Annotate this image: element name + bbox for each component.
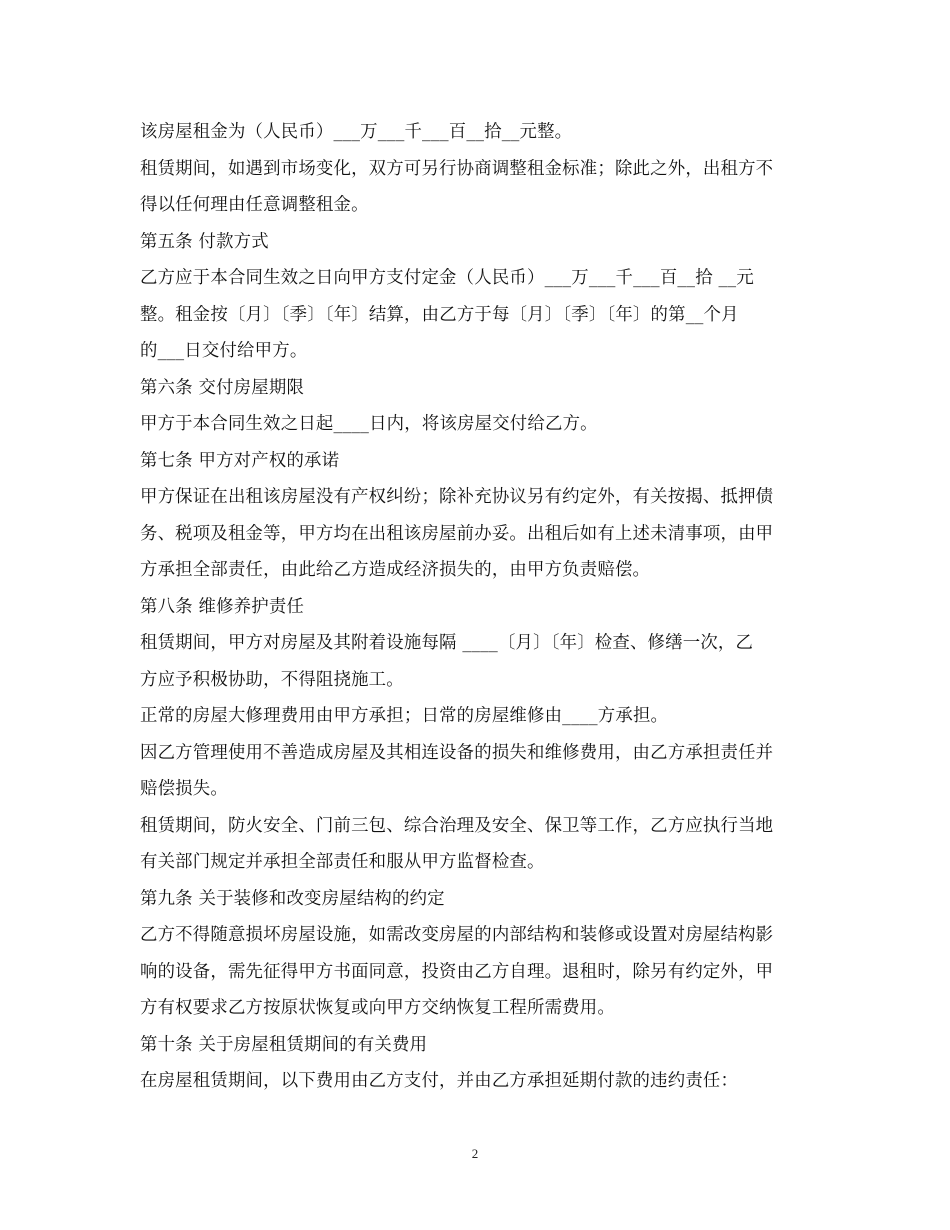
paragraph-line: 乙方应于本合同生效之日向甲方支付定金（人民币）___万___千___百__拾 __元 — [140, 268, 754, 288]
page-number: 2 — [471, 1146, 479, 1161]
paragraph-line: 方有权要求乙方按原状恢复或向甲方交纳恢复工程所需费用。 — [140, 998, 615, 1018]
paragraph-line: 甲方保证在出租该房屋没有产权纠纷；除补充协议另有约定外，有关按揭、抵押债 — [140, 487, 774, 507]
paragraph-line: 方承担全部责任，由此给乙方造成经济损失的，由甲方负责赔偿。 — [140, 560, 651, 580]
paragraph-line: 甲方于本合同生效之日起____日内，将该房屋交付给乙方。 — [140, 414, 598, 434]
paragraph-line: 因乙方管理使用不善造成房屋及其相连设备的损失和维修费用，由乙方承担责任并 — [140, 742, 774, 763]
document-body — [140, 114, 812, 1100]
article-8-heading: 第八条 维修养护责任 — [140, 596, 305, 617]
paragraph-line: 租赁期间，如遇到市场变化，双方可另行协商调整租金标准；除此之外，出租方不 — [140, 158, 774, 179]
paragraph-line: 务、税项及租金等，甲方均在出租该房屋前办妥。出租后如有上述未清事项，由甲 — [140, 523, 774, 544]
paragraph-line: 乙方不得随意损坏房屋设施，如需改变房屋的内部结构和装修或设置对房屋结构影 — [140, 925, 774, 945]
article-7-heading: 第七条 甲方对产权的承诺 — [140, 450, 340, 471]
paragraph-line: 得以任何理由任意调整租金。 — [140, 195, 369, 215]
rent-amount-line: 该房屋租金为（人民币）___万___千___百__拾__元整。 — [140, 122, 573, 142]
paragraph-line: 的___日交付给甲方。 — [140, 341, 308, 361]
paragraph-line: 响的设备，需先征得甲方书面同意，投资由乙方自理。退租时，除另有约定外，甲 — [140, 961, 774, 982]
article-10-heading: 第十条 关于房屋租赁期间的有关费用 — [140, 1034, 428, 1055]
article-9-heading: 第九条 关于装修和改变房屋结构的约定 — [140, 888, 445, 909]
paragraph-line: 租赁期间，甲方对房屋及其附着设施每隔 ____〔月〕〔年〕检查、修缮一次，乙 — [140, 633, 754, 653]
paragraph-line: 整。租金按〔月〕〔季〕〔年〕结算，由乙方于每〔月〕〔季〕〔年〕的第__个月 — [140, 304, 739, 325]
paragraph-line: 赔偿损失。 — [140, 779, 228, 799]
article-5-heading: 第五条 付款方式 — [140, 231, 269, 252]
paragraph-line: 正常的房屋大修理费用由甲方承担；日常的房屋维修由____方承担。 — [140, 706, 669, 726]
paragraph-line: 在房屋租赁期间，以下费用由乙方支付，并由乙方承担延期付款的违约责任： — [140, 1071, 739, 1091]
paragraph-line: 租赁期间，防火安全、门前三包、综合治理及安全、保卫等工作，乙方应执行当地 — [140, 815, 774, 836]
paragraph-line: 方应予积极协助，不得阻挠施工。 — [140, 669, 404, 690]
paragraph-line: 有关部门规定并承担全部责任和服从甲方监督检查。 — [140, 852, 545, 872]
article-6-heading: 第六条 交付房屋期限 — [140, 377, 305, 398]
